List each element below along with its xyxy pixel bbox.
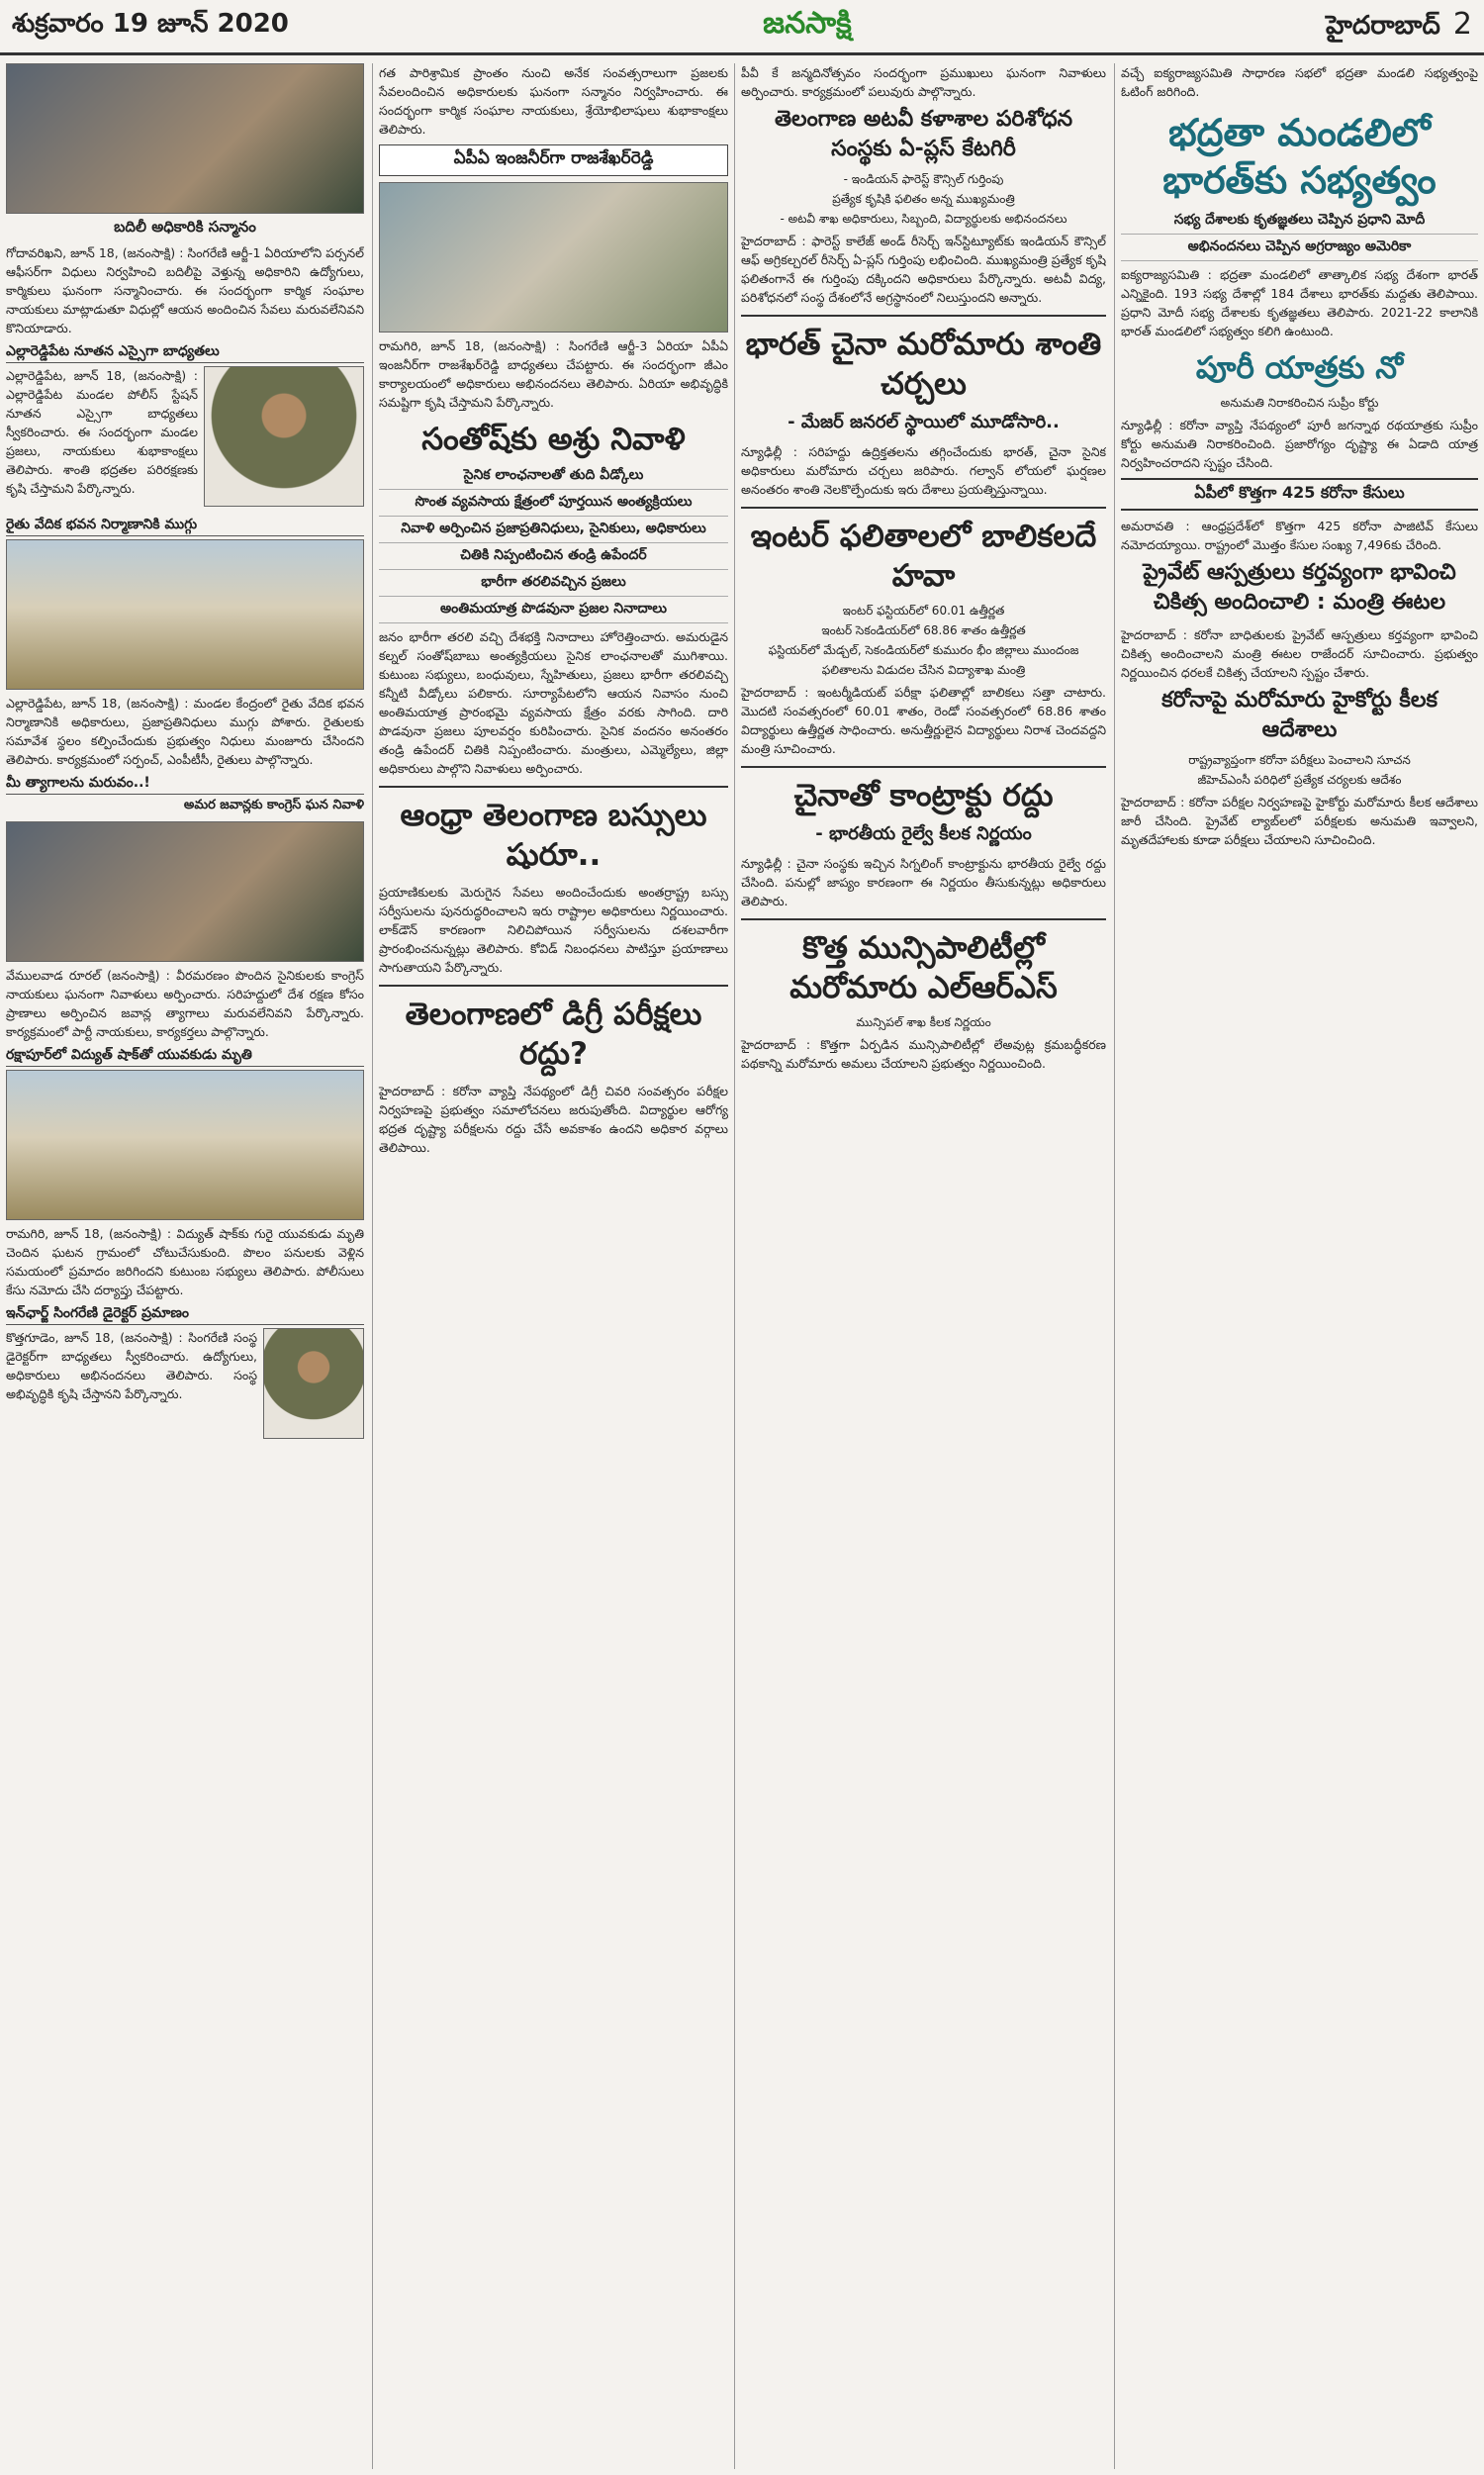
divider: [741, 918, 1106, 920]
india-china-deck: - మేజర్ జనరల్ స్థాయిలో మూడోసారి..: [788, 412, 1060, 432]
headline-india-china-talks: భారత్ చైనా మరోమారు శాంతి చర్చలు: [745, 327, 1102, 402]
col2-box-body: రామగిరి, జూన్ 18, (జనంసాక్షి) : సింగరేణి ఆర్జీ-3 ఏరియా ఏపీఏ ఇంజనీర్‌గా రాజశేఖర్‌రెడ్డి బాధ్యతలు చేపట్టారు. ఈ సందర్భంగా జీఎం కార్యాలయంలో అధికారులు అభినందనలు తెలిపారు. ఏరియా అభివృద్ధికి సమష్టిగా కృషి చేస్తామని పేర్కొన్నారు.: [379, 338, 728, 410]
masthead: [0, 0, 1484, 55]
page-number: 2: [1452, 6, 1472, 42]
unsc-deck-b: అభినందనలు చెప్పిన అగ్రరాజ్యం అమెరికా: [1121, 238, 1478, 261]
headline-railway-contract: చైనాతో కాంట్రాక్టు రద్దు: [793, 778, 1054, 813]
newspaper-logo: జనసాక్షి: [763, 5, 852, 41]
masthead-city: హైదరాబాద్: [1326, 10, 1440, 41]
forest-deck-c: - అటవీ శాఖ అధికారులు, సిబ్బంది, విద్యార్థులకు అభినందనలు: [780, 212, 1067, 226]
photo-electric-tower: [6, 1070, 364, 1220]
high-court-deck-a: రాష్ట్రవ్యాప్తంగా కరోనా పరీక్షలు పెంచాలని సూచన: [1188, 753, 1411, 767]
story3-headline: రైతు వేదిక భవన నిర్మాణానికి ముగ్గు: [6, 517, 364, 536]
photo-si-portrait: [204, 366, 364, 507]
divider: [741, 315, 1106, 317]
puri-body: న్యూఢిల్లీ : కరోనా వ్యాప్తి నేపథ్యంలో పూరీ జగన్నాథ రథయాత్రకు సుప్రీం కోర్టు అనుమతి నిరాకరించింది. ప్రజారోగ్యం దృష్ట్యా ఈ ఏడాది యాత్ర నిర్వహించరాదని స్పష్టం చేసింది.: [1121, 418, 1478, 470]
santosh-deck-1: సైనిక లాంఛనాలతో తుది వీడ్కోలు: [379, 467, 728, 490]
ap-corona-body: అమరావతి : ఆంధ్రప్రదేశ్‌లో కొత్తగా 425 కరోనా పాజిటివ్ కేసులు నమోదయ్యాయి. రాష్ట్రంలో మొత్తం కేసుల సంఖ్య 7,496కు చేరింది.: [1121, 519, 1478, 552]
puri-deck: అనుమతి నిరాకరించిన సుప్రీం కోర్టు: [1220, 396, 1379, 410]
story4-kicker: అమర జవాన్లకు కాంగ్రెస్ ఘన నివాళి: [183, 798, 364, 812]
headline-private-hospitals: ప్రైవేట్ ఆస్పత్రులు కర్తవ్యంగా భావించి చికిత్స అందించాలి : మంత్రి ఈటల: [1143, 560, 1456, 615]
inter-deck-c: ఫస్టియర్‌లో మేడ్చల్, సెకండియర్‌లో కుమురం భీం జిల్లాలు ముందంజ: [768, 643, 1079, 657]
lrs-body: హైదరాబాద్ : కొత్తగా ఏర్పడిన మున్సిపాలిటీల్లో లేఅవుట్ల క్రమబద్ధీకరణ పథకాన్ని మరోమారు అమలు చేయాలని ప్రభుత్వం నిర్ణయించింది.: [741, 1037, 1106, 1071]
story1-caption: బదిలీ అధికారికి సన్మానం: [114, 218, 256, 236]
masthead-right: [1326, 7, 1472, 47]
inter-deck-d: ఫలితాలను విడుదల చేసిన విద్యాశాఖ మంత్రి: [821, 663, 1026, 677]
inter-body: హైదరాబాద్ : ఇంటర్మీడియట్ పరీక్షా ఫలితాల్లో బాలికలు సత్తా చాటారు. మొదటి సంవత్సరంలో 60.01 శాతం, రెండో సంవత్సరంలో 68.86 శాతం విద్యార్థులు ఉత్తీర్ణత సాధించారు. అనుత్తీర్ణులైన విద్యార్థులు నిరాశ చెందవద్దని మంత్రి సూచించారు.: [741, 685, 1106, 756]
santosh-deck-6: అంతిమయాత్ర పొడవునా ప్రజల నినాదాలు: [379, 601, 728, 623]
story6-headline: ఇన్‌ఛార్జ్ సింగరేణి డైరెక్టర్ ప్రమాణం: [6, 1305, 364, 1325]
headline-forest-college: తెలంగాణ అటవీ కళాశాల పరిశోధన సంస్థకు ఏ-ప్లస్ కేటగిరీ: [774, 107, 1073, 161]
headline-unsc: భద్రతా మండలిలో భారత్‌కు సభ్యత్వం: [1162, 111, 1437, 202]
col3-intro: పీవీ కే జన్మదినోత్సవం సందర్భంగా ప్రముఖులు ఘనంగా నివాళులు అర్పించారు. కార్యక్రమంలో పలువురు పాల్గొన్నారు.: [741, 65, 1106, 99]
unsc-deck-a: సభ్య దేశాలకు కృతజ్ఞతలు చెప్పిన ప్రధాని మోదీ: [1121, 212, 1478, 235]
santosh-deck-5: భారీగా తరలివచ్చిన ప్రజలు: [379, 574, 728, 597]
story2-body: ఎల్లారెడ్డిపేట, జూన్ 18, (జనంసాక్షి) : ఎల్లారెడ్డిపేట మండల పోలీస్ స్టేషన్ నూతన ఎస్సైగా బాధ్యతలు స్వీకరించారు. ఈ సందర్భంగా మండల ప్రజలు, నాయకులు శుభాకాంక్షలు తెలిపారు. శాంతి భద్రతల పరిరక్షణకు కృషి చేస్తామని పేర్కొన్నారు.: [6, 368, 198, 496]
headline-degree-exams: తెలంగాణలో డిగ్రీ పరీక్షలు రద్దు?: [405, 997, 702, 1072]
photo-rythu-vedika: [6, 539, 364, 690]
story6-body: కొత్తగూడెం, జూన్ 18, (జనంసాక్షి) : సింగరేణి సంస్థ డైరెక్టర్‌గా బాధ్యతలు స్వీకరించారు. ఉద్యోగులు, అధికారులు అభినందనలు తెలిపారు. సంస్థ అభివృద్ధికి కృషి చేస్తానని పేర్కొన్నారు.: [6, 1330, 257, 1401]
masthead-date: శుక్రవారం 19 జూన్ 2020: [12, 8, 289, 39]
col2-intro: గత పారిశ్రామిక ప్రాంతం నుంచి అనేక సంవత్సరాలుగా ప్రజలకు సేవలందించిన అధికారులకు ఘనంగా సన్మానం నిర్వహించారు. ఈ సందర్భంగా కార్మిక సంఘాల నాయకులు, శ్రేయోభిలాషులు శుభాకాంక్షలు తెలిపారు.: [379, 65, 728, 137]
col2-box-headline: ఏపీఏ ఇంజనీర్‌గా రాజశేఖర్‌రెడ్డి: [379, 144, 728, 176]
unsc-body: ఐక్యరాజ్యసమితి : భద్రతా మండలిలో తాత్కాలిక సభ్య దేశంగా భారత్ ఎన్నికైంది. 193 సభ్య దేశాల్లో 184 దేశాలు భారత్‌కు మద్దతు తెలిపాయి. ప్రధాని మోదీ సభ్య దేశాలకు కృతజ్ఞతలు తెలిపారు. 2021-22 కాలానికి భారత్ మండలిలో సభ్యత్వం కలిగి ఉంటుంది.: [1121, 267, 1478, 338]
santosh-body: జనం భారీగా తరలి వచ్చి దేశభక్తి నినాదాలు హోరెత్తించారు. అమరుడైన కల్నల్ సంతోష్‌బాబు అంత్యక్రియలు సైనిక లాంఛనాలతో ముగిశాయి. కుటుంబ సభ్యులు, బంధువులు, స్నేహితులు, ప్రజలు భారీగా తరలివచ్చి కన్నీటి వీడ్కోలు పలికారు. సూర్యాపేటలోని ఆయన నివాసం నుంచి అంతిమయాత్ర ప్రారంభమై వ్యవసాయ క్షేత్రం వరకు సాగింది. దారి పొడవునా ప్రజలు పూలవర్షం కురిపించారు. సైనిక వందనం అనంతరం తండ్రి ఉపేందర్ చితికి నిప్పంటించారు. మంత్రులు, ఎమ్మెల్యేలు, జిల్లా అధికారులు పాల్గొని నివాళులు అర్పించారు.: [379, 629, 728, 776]
column-3: [734, 63, 1106, 2469]
forest-body: హైదరాబాద్ : ఫారెస్ట్ కాలేజ్ అండ్ రీసెర్చ్ ఇన్‌స్టిట్యూట్‌కు ఇండియన్ కౌన్సిల్ ఆఫ్ అగ్రికల్చరల్ రీసెర్చ్ ఏ-ప్లస్ గుర్తింపు లభించింది. ముఖ్యమంత్రి ప్రత్యేక కృషి ఫలితంగానే ఈ గుర్తింపు దక్కిందని అధికారులు పేర్కొన్నారు. అటవీ విద్య, పరిశోధనలో సంస్థ దేశంలోనే అగ్రస్థానంలో నిలుస్తుందని అన్నారు.: [741, 234, 1106, 305]
headline-puri-yatra: పూరీ యాత్రకు నో: [1195, 350, 1404, 386]
high-court-deck-b: జీహెచ్‌ఎంసీ పరిధిలో ప్రత్యేక చర్యలకు ఆదేశం: [1197, 773, 1402, 787]
ap-corona-cases-headline: ఏపీలో కొత్తగా 425 కరోనా కేసులు: [1121, 478, 1478, 511]
column-1: [6, 63, 364, 2469]
headline-lrs: కొత్త మున్సిపాలిటీల్లో మరోమారు ఎల్‌ఆర్‌ఎస్: [789, 930, 1058, 1005]
india-china-body: న్యూఢిల్లీ : సరిహద్దు ఉద్రిక్తతలను తగ్గించేందుకు భారత్, చైనా సైనిక అధికారులు మరోమారు చర్చలు జరిపారు. గల్వాన్ లోయలో ఘర్షణల అనంతరం శాంతి నెలకొల్పేందుకు ఇరు దేశాలు ప్రయత్నిస్తున్నాయి.: [741, 444, 1106, 497]
divider: [741, 766, 1106, 768]
story5-body: రామగిరి, జూన్ 18, (జనంసాక్షి) : విద్యుత్ షాక్‌కు గురై యువకుడు మృతి చెందిన ఘటన గ్రామంలో చోటుచేసుకుంది. పొలం పనులకు వెళ్లిన సమయంలో ప్రమాదం జరిగిందని కుటుంబ సభ్యులు తెలిపారు. పోలీసులు కేసు నమోదు చేసి దర్యాప్తు చేపట్టారు.: [6, 1226, 364, 1297]
lrs-deck: మున్సిపల్ శాఖ కీలక నిర్ణయం: [856, 1015, 991, 1029]
story2-headline: ఎల్లారెడ్డిపేట నూతన ఎస్సైగా బాధ్యతలు: [6, 343, 364, 363]
column-4: [1114, 63, 1478, 2469]
story5-headline: రక్షాపూర్‌లో విద్యుత్ షాక్‌తో యువకుడు మృతి: [6, 1047, 364, 1067]
story1-body: గోదావరిఖని, జూన్ 18, (జనంసాక్షి) : సింగరేణి ఆర్జీ-1 ఏరియాలోని పర్సనల్ ఆఫీసర్‌గా విధులు నిర్వహించి బదిలీపై వెళ్తున్న అధికారిని ఉద్యోగులు, కార్మికులు ఘనంగా సన్మానించారు. ఈ సందర్భంగా కార్మిక సంఘాల నాయకులు మాట్లాడుతూ విధుల్లో ఆయన అందించిన సేవలు మరువలేనివని కొనియాడారు.: [6, 245, 364, 335]
santosh-deck-4: చితికి నిప్పంటించిన తండ్రి ఉపేందర్: [379, 547, 728, 570]
forest-deck-a: - ఇండియన్ ఫారెస్ట్ కౌన్సిల్ గుర్తింపు: [843, 172, 1004, 186]
private-hospitals-body: హైదరాబాద్ : కరోనా బాధితులకు ప్రైవేట్ ఆస్పత్రులు కర్తవ్యంగా భావించి చికిత్స అందించాలని మంత్రి ఈటల రాజేందర్ సూచించారు. ప్రభుత్వం నిర్ణయించిన ధరలకే చికిత్స చేయాలని స్పష్టం చేశారు.: [1121, 627, 1478, 680]
degree-exams-body: హైదరాబాద్ : కరోనా వ్యాప్తి నేపథ్యంలో డిగ్రీ చివరి సంవత్సరం పరీక్షల నిర్వహణపై ప్రభుత్వం సమాలోచనలు జరుపుతోంది. విద్యార్థుల ఆరోగ్య భద్రత దృష్ట్యా పరీక్షలను రద్దు చేసే అవకాశం ఉందని అధికార వర్గాలు తెలిపాయి.: [379, 1084, 728, 1155]
col4-intro: వచ్చే ఐక్యరాజ్యసమితి సాధారణ సభలో భద్రతా మండలి సభ్యత్వంపై ఓటింగ్ జరిగింది.: [1121, 65, 1478, 99]
headline-santosh: సంతోష్‌కు అశ్రు నివాళి: [421, 422, 686, 457]
divider: [379, 786, 728, 788]
railway-deck: - భారతీయ రైల్వే కీలక నిర్ణయం: [815, 823, 1032, 844]
headline-high-court: కరోనాపై మరోమారు హైకోర్టు కీలక ఆదేశాలు: [1161, 688, 1438, 742]
high-court-body: హైదరాబాద్ : కరోనా పరీక్షల నిర్వహణపై హైకోర్టు మరోమారు కీలక ఆదేశాలు జారీ చేసింది. ప్రైవేట్ ల్యాబ్‌లలో పరీక్షలకు అనుమతి ఇవ్వాలని, మృతదేహాలకు కూడా పరీక్షలు చేయాలని సూచించింది.: [1121, 795, 1478, 847]
story3-body: ఎల్లారెడ్డిపేట, జూన్ 18, (జనంసాక్షి) : మండల కేంద్రంలో రైతు వేదిక భవన నిర్మాణానికి అధికారులు, ప్రజాప్రతినిధులు ముగ్గు పోశారు. రైతులకు సమావేశ స్థలం కల్పించేందుకు ప్రభుత్వం నిధులు మంజూరు చేసిందని తెలిపారు. కార్యక్రమంలో సర్పంచ్, ఎంపీటీసీ, రైతులు పాల్గొన్నారు.: [6, 696, 364, 767]
column-2: [372, 63, 728, 2469]
divider: [741, 507, 1106, 509]
santosh-deck-3: నివాళి అర్పించిన ప్రజాప్రతినిధులు, సైనికులు, అధికారులు: [379, 521, 728, 543]
photo-tribute: [6, 821, 364, 962]
headline-buses: ఆంధ్రా తెలంగాణ బస్సులు షురూ..: [400, 798, 707, 873]
santosh-deck-2: సొంత వ్యవసాయ క్షేత్రంలో పూర్తయిన అంత్యక్రియలు: [379, 494, 728, 517]
divider: [379, 985, 728, 987]
forest-deck-b: ప్రత్యేక కృషికి ఫలితం అన్న ముఖ్యమంత్రి: [832, 192, 1015, 206]
photo-director-portrait: [263, 1328, 364, 1439]
photo-felicitation: [6, 63, 364, 214]
railway-body: న్యూఢిల్లీ : చైనా సంస్థకు ఇచ్చిన సిగ్నలింగ్ కాంట్రాక్టును భారతీయ రైల్వే రద్దు చేసింది. పనుల్లో జాప్యం కారణంగా ఈ నిర్ణయం తీసుకున్నట్లు అధికారులు తెలిపారు.: [741, 856, 1106, 908]
story4-headline: మీ త్యాగాలను మరువం..!: [6, 775, 364, 795]
inter-deck-b: ఇంటర్ సెకండియర్‌లో 68.86 శాతం ఉత్తీర్ణత: [821, 623, 1026, 637]
headline-inter-results: ఇంటర్ ఫలితాలలో బాలికలదే హవా: [750, 519, 1097, 594]
inter-deck-a: ఇంటర్ ఫస్టియర్‌లో 60.01 ఉత్తీర్ణత: [842, 604, 1005, 618]
buses-body: ప్రయాణికులకు మెరుగైన సేవలు అందించేందుకు అంతర్రాష్ట్ర బస్సు సర్వీసులను పునరుద్ధరించాలని ఇరు రాష్ట్రాల అధికారులు నిర్ణయించారు. లాక్‌డౌన్ కారణంగా నిలిచిపోయిన సర్వీసులను దశలవారీగా ప్రారంభించనున్నట్లు తెలిపారు. కోవిడ్ నిబంధనలు పాటిస్తూ ప్రయాణాలు సాగుతాయని పేర్కొన్నారు.: [379, 885, 728, 975]
story4-body: వేములవాడ రూరల్ (జనంసాక్షి) : వీరమరణం పొందిన సైనికులకు కాంగ్రెస్ నాయకులు ఘనంగా నివాళులు అర్పించారు. సరిహద్దులో దేశ రక్షణ కోసం ప్రాణాలు అర్పించిన జవాన్ల త్యాగాలు మరువలేనివని పేర్కొన్నారు. కార్యక్రమంలో పార్టీ నాయకులు, కార్యకర్తలు పాల్గొన్నారు.: [6, 968, 364, 1039]
photo-engineer-handover: [379, 182, 728, 333]
